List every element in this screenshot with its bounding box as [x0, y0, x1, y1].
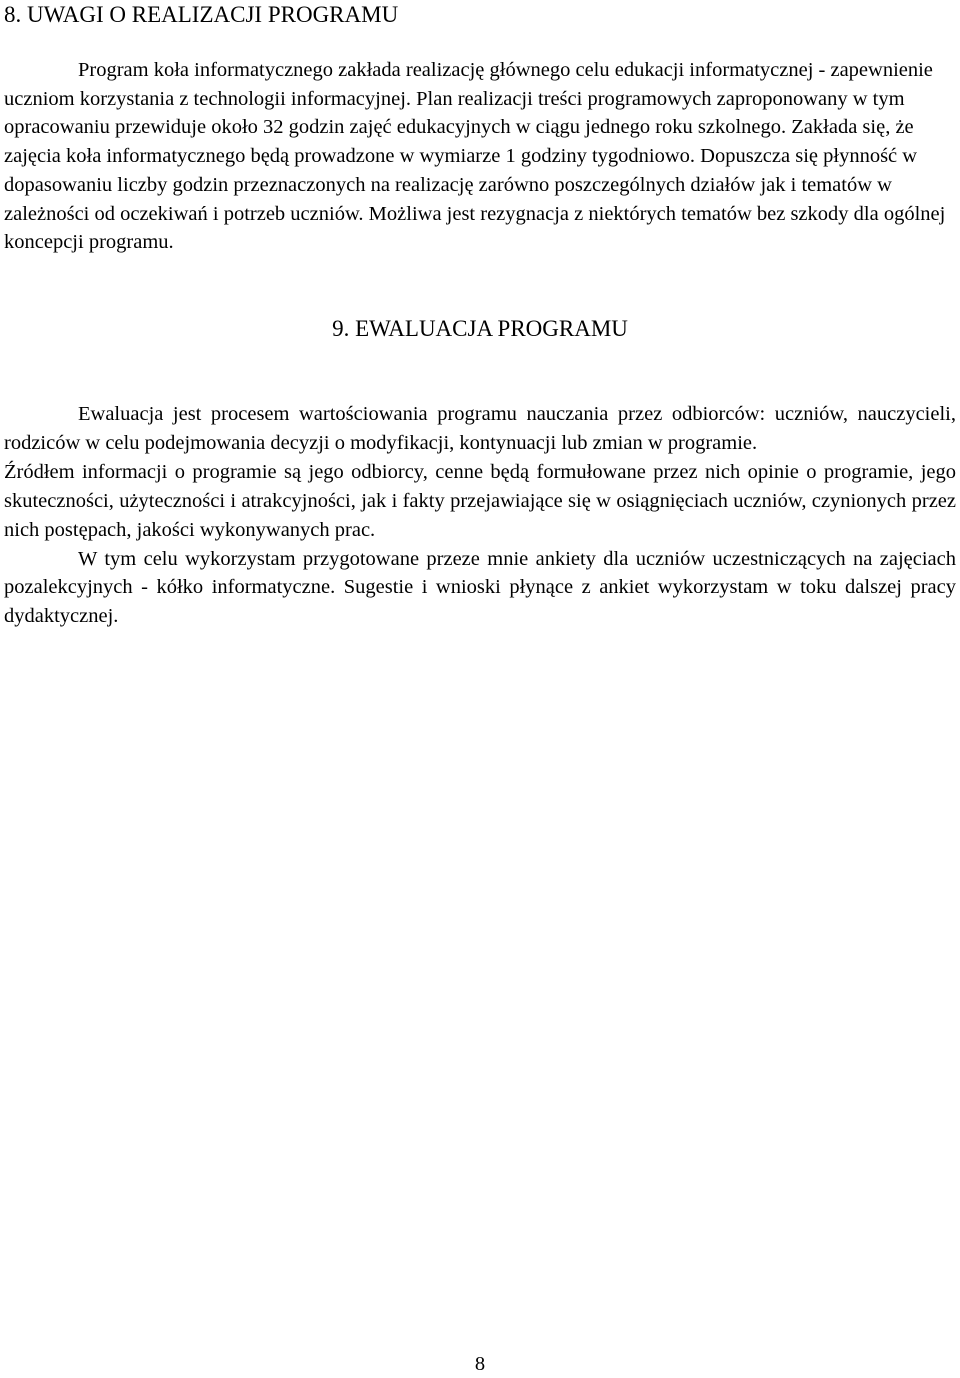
section-body-uwagi: [4, 56, 956, 257]
paragraph-uwagi-1: Program koła informatycznego zakłada realizację głównego celu edukacji informatycznej - zapewnienie uczniom korzystania z technologii informacyjnej. Plan realizacji treści programowych zaproponowany w tym opracowaniu przewiduje około 32 godzin zajęć edukacyjnych w ciągu jednego roku szkolnego. Zakłada się, że zajęcia koła informatycznego będą prowadzone w wymiarze 1 godziny tygodniowo. Dopuszcza się płynność w dopasowaniu liczby godzin przeznaczonych na realizację zarówno poszczególnych działów jak i tematów w zależności od oczekiwań i potrzeb uczniów. Możliwa jest rezygnacja z niektórych tematów bez szkody dla ogólnej koncepcji programu.: [4, 59, 946, 254]
paragraph-ewaluacja-1: Ewaluacja jest procesem wartościowania programu nauczania przez odbiorców: uczniów, nauczycieli, rodziców w celu podejmowania decyzji o modyfikacji, kontynuacji lub zmian w programie.: [4, 403, 956, 454]
paragraph-ewaluacja-3: W tym celu wykorzystam przygotowane przeze mnie ankiety dla uczniów uczestniczących na zajęciach pozalekcyjnych - kółko informatyczne. Sugestie i wnioski płynące z ankiet wykorzystam w toku dalszej pracy dydaktycznej.: [4, 547, 956, 628]
section-body-ewaluacja: [4, 400, 956, 631]
page-number: 8: [474, 1353, 486, 1375]
section-heading-uwagi: 8. UWAGI O REALIZACJI PROGRAMU: [4, 2, 399, 27]
section-heading-ewaluacja: 9. EWALUACJA PROGRAMU: [332, 316, 628, 341]
paragraph-ewaluacja-2: Źródłem informacji o programie są jego odbiorcy, cenne będą formułowane przez nich opinie o programie, jego skuteczności, użyteczności i atrakcyjności, jak i fakty przejawiające się w osiągnięciach uczniów, czynionych przez nich postępach, jakości wykonywanych prac.: [4, 460, 956, 541]
